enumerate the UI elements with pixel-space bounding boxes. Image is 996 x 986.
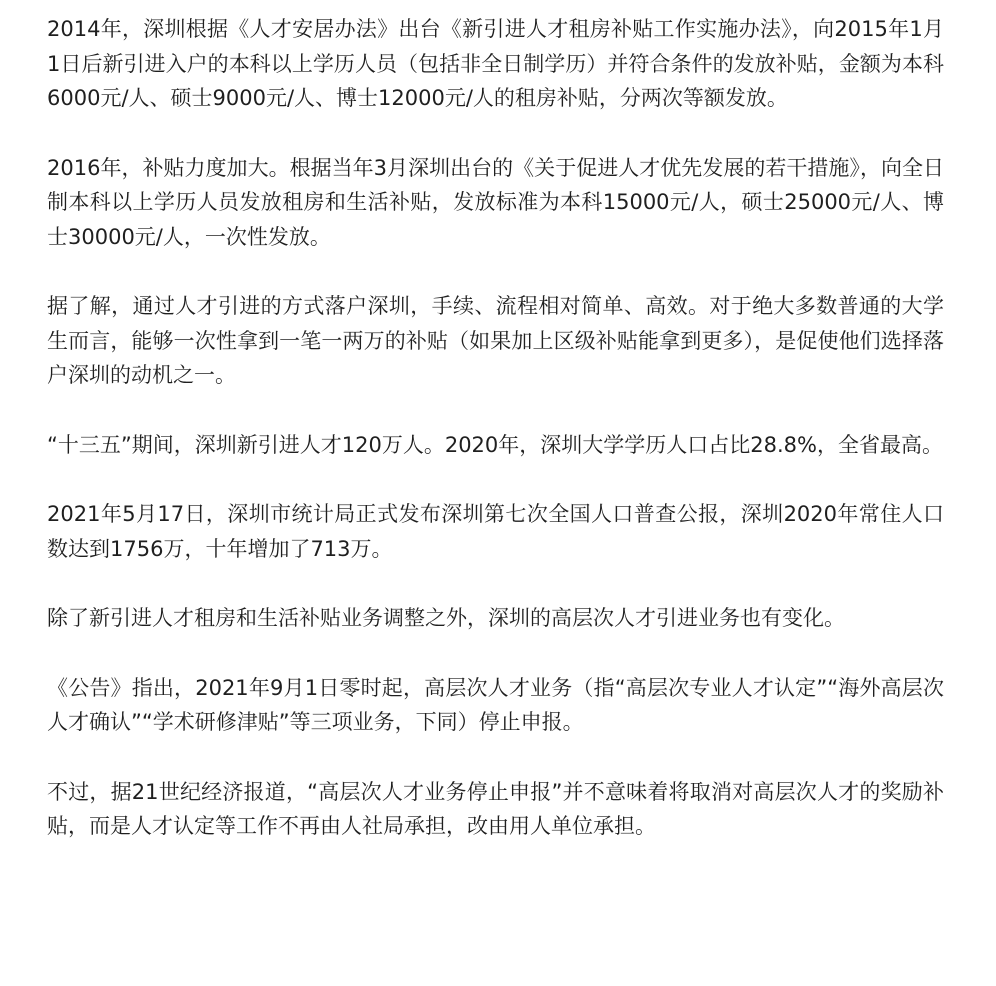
paragraph-13th-five-year: “十三五”期间，深圳新引进人才120万人。2020年，深圳大学学历人口占比28.8%，全省最高。 [47,432,943,457]
paragraph-announcement: 《公告》指出，2021年9月1日零时起，高层次人才业务（指“高层次专业人才认定”“海外高层次人才确认”“学术研修津贴”等三项业务，下同）停止申报。 [47,675,944,734]
paragraph-census-2021: 2021年5月17日，深圳市统计局正式发布深圳第七次全国人口普查公报，深圳2020年常住人口数达到1756万，十年增加了713万。 [47,502,944,561]
paragraph-subsidy-2016: 2016年，补贴力度加大。根据当年3月深圳出台的《关于促进人才优先发展的若干措施》，向全日制本科以上学历人员发放租房和生活补贴，发放标准为本科15000元/人，硕士25000元/人、博士30000元/人，一次性发放。 [47,155,944,249]
paragraph-rent-subsidy-2014: 2014年，深圳根据《人才安居办法》出台《新引进人才租房补贴工作实施办法》，向2015年1月1日后新引进入户的本科以上学历人员（包括非全日制学历）并符合条件的发放补贴，金额为本科6000元/人、硕士9000元/人、博士12000元/人的租房补贴，分两次等额发放。 [47,17,944,110]
paragraph-21st-century-report: 不过，据21世纪经济报道，“高层次人才业务停止申报”并不意味着将取消对高层次人才的奖励补贴，而是人才认定等工作不再由人社局承担，改由用人单位承担。 [47,779,944,838]
paragraph-business-changes: 除了新引进人才租房和生活补贴业务调整之外，深圳的高层次人才引进业务也有变化。 [47,606,845,630]
paragraph-settlement-process: 据了解，通过人才引进的方式落户深圳，手续、流程相对简单、高效。对于绝大多数普通的大学生而言，能够一次性拿到一笔一两万的补贴（如果加上区级补贴能拿到更多），是促使他们选择落户深圳的动机之一。 [47,294,944,387]
